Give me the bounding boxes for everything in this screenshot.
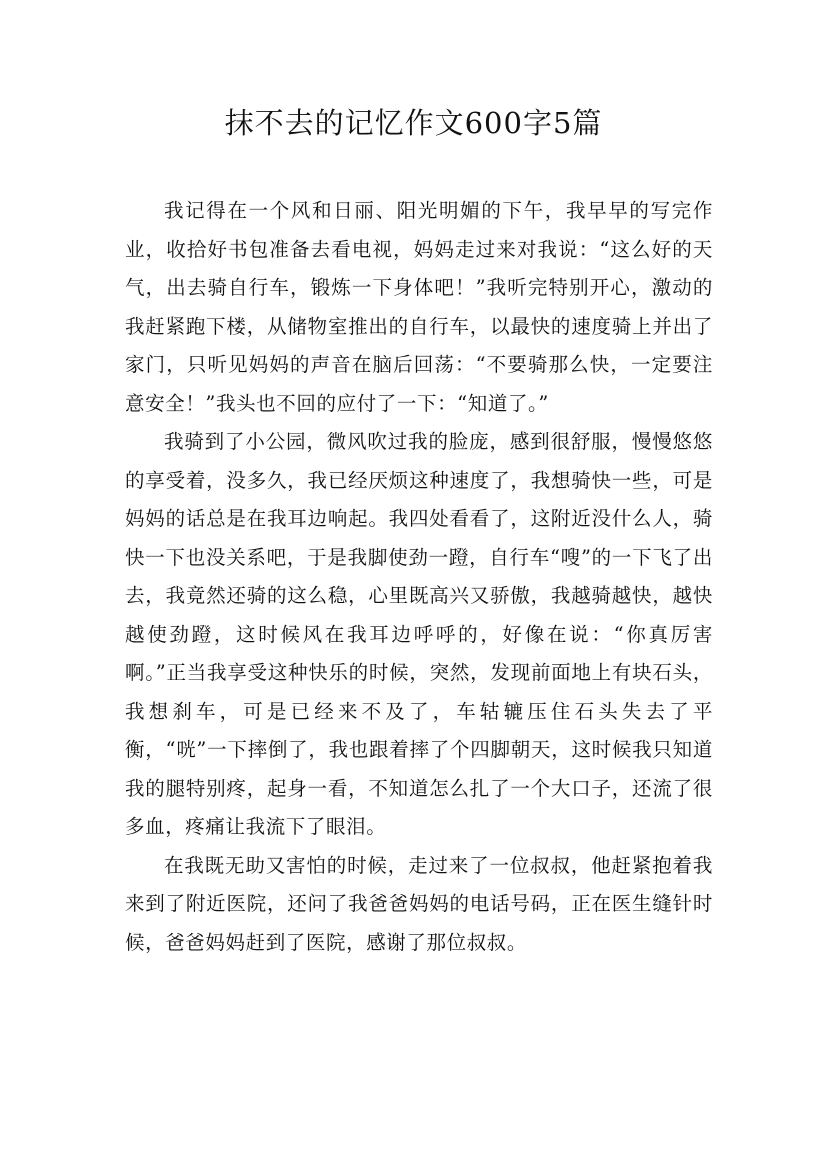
document-title: 抹不去的记忆作文600字5篇 (224, 106, 603, 140)
document-body (125, 192, 713, 962)
paragraph-1: 我记得在一个风和日丽、阳光明媚的下午，我早早的写完作业，收拾好书包准备去看电视，妈妈走过来对我说：“这么好的天气，出去骑自行车，锻炼一下身体吧！”我听完特别开心，激动的我赶紧跑下楼，从储物室推出的自行车，以最快的速度骑上并出了家门，只听见妈妈的声音在脑后回荡：“不要骑那么快，一定要注意安全！”我头也不回的应付了一下：“知道了。” (125, 199, 713, 415)
paragraph-3: 在我既无助又害怕的时候，走过来了一位叔叔，他赶紧抱着我来到了附近医院，还问了我爸爸妈妈的电话号码，正在医生缝针时候，爸爸妈妈赶到了医院，感谢了那位叔叔。 (125, 853, 713, 954)
paragraph-2: 我骑到了小公园，微风吹过我的脸庞，感到很舒服，慢慢悠悠的享受着，没多久，我已经厌烦这种速度了，我想骑快一些，可是妈妈的话总是在我耳边响起。我四处看看了，这附近没什么人，骑快一下也没关系吧，于是我脚使劲一蹬，自行车“嗖”的一下飞了出去，我竟然还骑的这么稳，心里既高兴又骄傲，我越骑越快，越快越使劲蹬，这时候风在我耳边呼呼的，好像在说：“你真厉害啊。”正当我享受这种快乐的时候，突然，发现前面地上有块石头，我想刹车，可是已经来不及了，车轱辘压住石头失去了平衡，“咣”一下摔倒了，我也跟着摔了个四脚朝天，这时候我只知道我的腿特别疼，起身一看，不知道怎么扎了一个大口子，还流了很多血，疼痛让我流下了眼泪。 (125, 430, 713, 838)
